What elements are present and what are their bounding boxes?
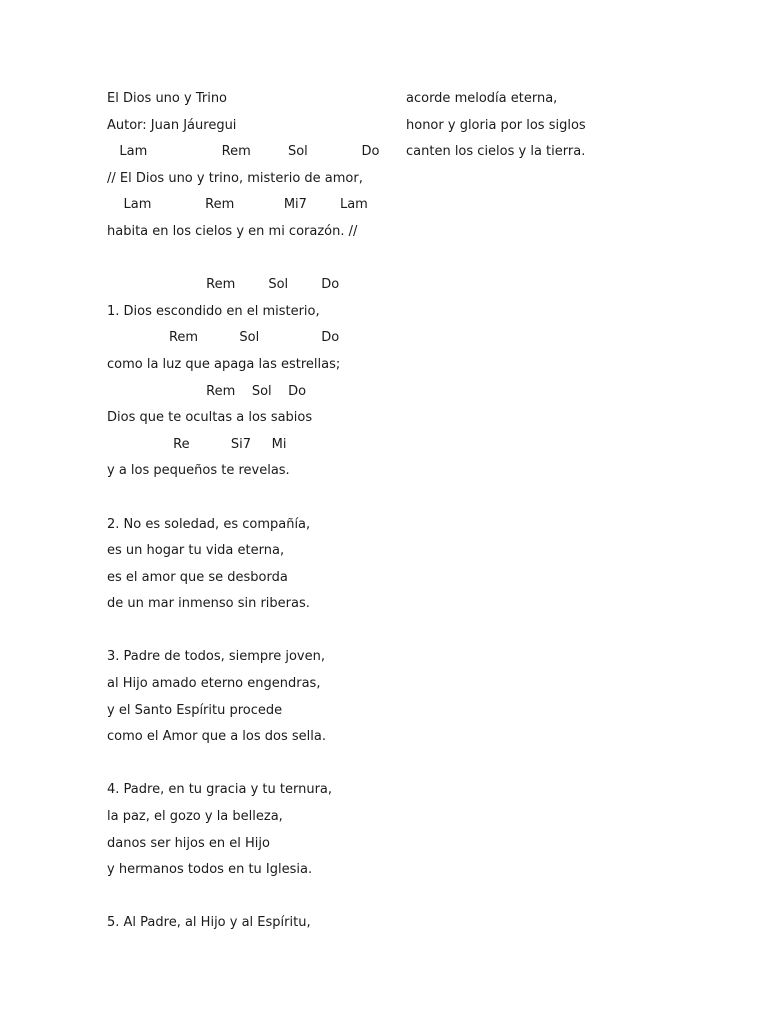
chord-line: Rem Sol Do xyxy=(107,383,307,399)
lyric-line: 1. Dios escondido en el misterio, xyxy=(107,303,320,319)
lyric-line: canten los cielos y la tierra. xyxy=(406,144,586,160)
lyric-line: danos ser hijos en el Hijo xyxy=(107,835,270,851)
lyric-line: es el amor que se desborda xyxy=(107,569,288,585)
chord-line: Rem Sol Do xyxy=(107,277,340,293)
blank-line xyxy=(107,485,397,512)
right-column xyxy=(406,86,706,166)
lyric-line: de un mar inmenso sin riberas. xyxy=(107,596,310,612)
lyric-line: Dios que te ocultas a los sabios xyxy=(107,410,313,426)
lyric-line: 4. Padre, en tu gracia y tu ternura, xyxy=(107,782,333,798)
chord-line: Re Si7 Mi xyxy=(107,436,287,452)
chord-line: Lam Rem Mi7 Lam xyxy=(107,197,368,213)
lyric-line: y hermanos todos en tu Iglesia. xyxy=(107,862,313,878)
blank-line xyxy=(107,246,397,273)
lyric-line: y el Santo Espíritu procede xyxy=(107,702,283,718)
left-column xyxy=(107,86,397,937)
lyric-line: la paz, el gozo y la belleza, xyxy=(107,809,283,825)
song-author: Autor: Juan Jáuregui xyxy=(107,117,237,133)
song-title: El Dios uno y Trino xyxy=(107,91,228,106)
lyric-line: acorde melodía eterna, xyxy=(406,91,558,106)
lyric-line: 2. No es soledad, es compañía, xyxy=(107,516,311,532)
lyric-line: al Hijo amado eterno engendras, xyxy=(107,676,321,692)
lyric-line: 5. Al Padre, al Hijo y al Espíritu, xyxy=(107,915,311,931)
chord-line: Lam Rem Sol Do xyxy=(107,144,380,160)
lyric-line: 3. Padre de todos, siempre joven, xyxy=(107,649,325,665)
lyric-line: // El Dios uno y trino, misterio de amor, xyxy=(107,170,363,186)
lyric-line: habita en los cielos y en mi corazón. // xyxy=(107,223,358,239)
blank-line xyxy=(107,884,397,911)
lyric-line: es un hogar tu vida eterna, xyxy=(107,543,285,559)
lyric-line: como la luz que apaga las estrellas; xyxy=(107,356,341,372)
blank-line xyxy=(107,751,397,778)
lyric-line: como el Amor que a los dos sella. xyxy=(107,729,326,745)
lyric-line: honor y gloria por los siglos xyxy=(406,117,586,133)
blank-line xyxy=(107,618,397,645)
chord-line: Rem Sol Do xyxy=(107,330,340,346)
lyric-line: y a los pequeños te revelas. xyxy=(107,463,290,479)
